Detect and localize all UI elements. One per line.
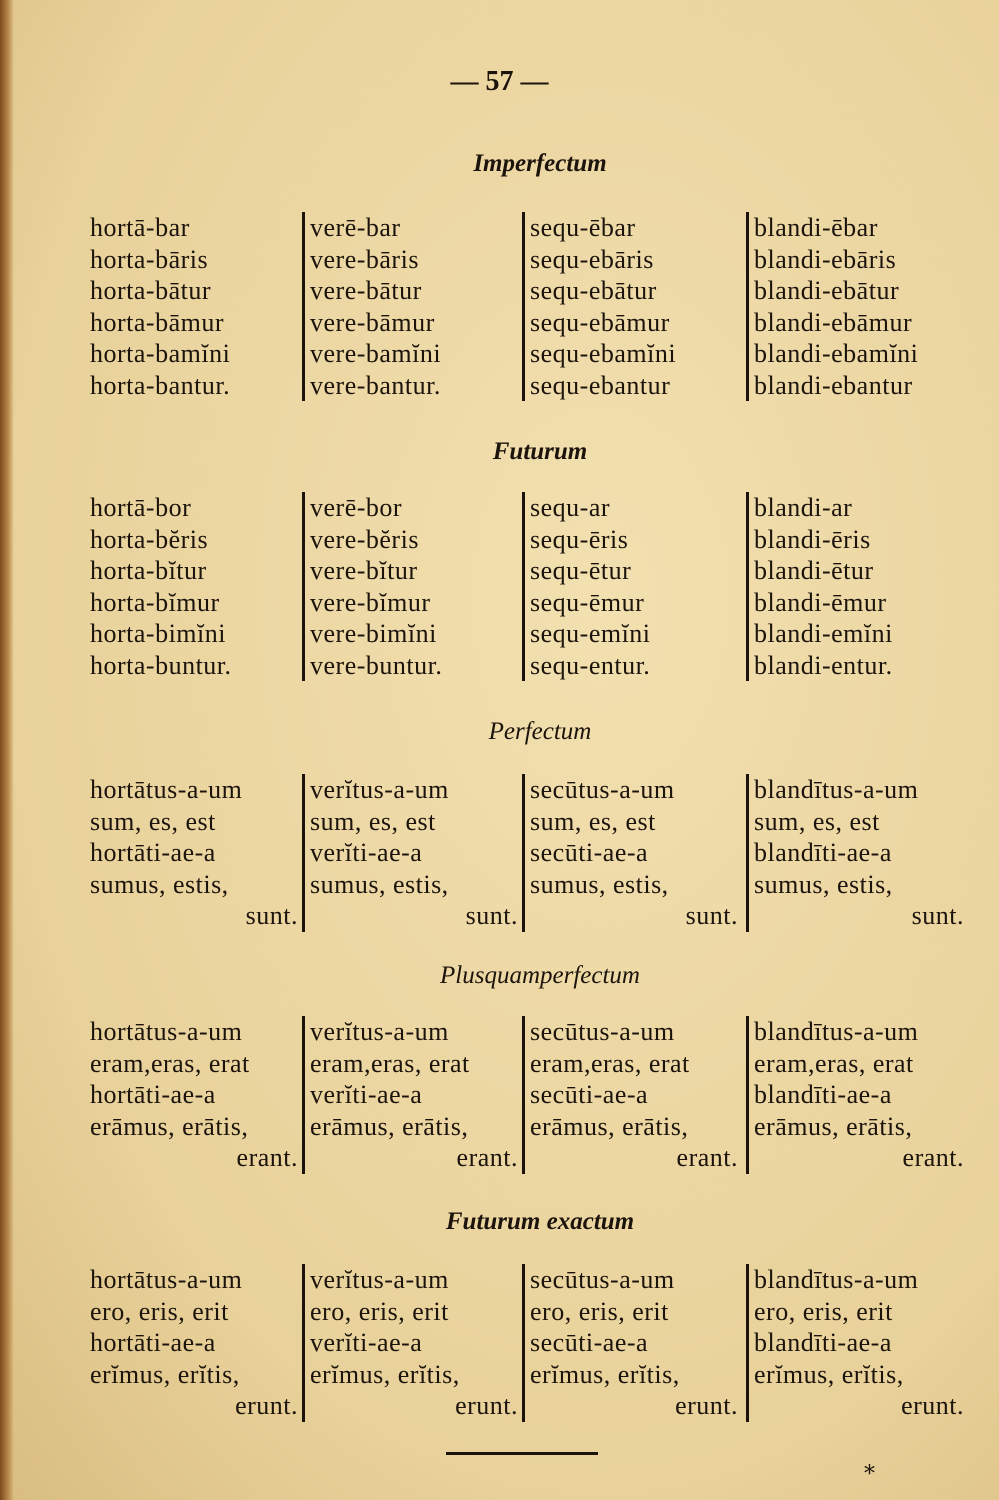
section-perfectum bbox=[90, 774, 970, 974]
verb-form: blandīti-ae-a bbox=[754, 1080, 892, 1109]
verb-form: ero, eris, erit bbox=[310, 1296, 449, 1326]
verb-form: sunt. bbox=[245, 901, 298, 930]
verb-form: ero, eris, erit bbox=[90, 1296, 229, 1326]
verb-form: sumus, estis, bbox=[310, 869, 449, 899]
verb-form: horta-bimĭni bbox=[90, 619, 226, 648]
verb-form: verē-bor bbox=[310, 493, 403, 522]
conjugation-column bbox=[90, 212, 298, 401]
verb-form: erāmus, erātis, bbox=[90, 1111, 249, 1141]
verb-form: verĭti-ae-a bbox=[310, 838, 423, 867]
conjugation-column bbox=[302, 774, 518, 932]
verb-form: vere-bāris bbox=[310, 244, 419, 274]
verb-form: vere-bantur. bbox=[310, 370, 441, 400]
verb-form: erunt. bbox=[235, 1391, 298, 1420]
verb-form: erunt. bbox=[901, 1391, 964, 1420]
verb-form: secūtus-a-um bbox=[530, 775, 675, 804]
verb-form: verē-bar bbox=[310, 213, 401, 242]
verb-form: sequ-ebāmur bbox=[530, 307, 670, 337]
verb-form: blandi-ebātur bbox=[754, 276, 900, 305]
verb-form: eram,eras, erat bbox=[530, 1048, 690, 1078]
verb-form: sequ-ebantur bbox=[530, 370, 671, 400]
verb-form: vere-bamĭni bbox=[310, 339, 442, 368]
verb-form: blandīti-ae-a bbox=[754, 838, 892, 867]
verb-form: erĭmus, erĭtis, bbox=[530, 1359, 680, 1389]
verb-form: horta-bāris bbox=[90, 244, 209, 274]
verb-form: erant. bbox=[902, 1143, 964, 1172]
verb-form: ero, eris, erit bbox=[754, 1296, 893, 1326]
conjugation-column bbox=[90, 774, 298, 932]
verb-form: hortāti-ae-a bbox=[90, 838, 216, 867]
verb-form: horta-bantur. bbox=[90, 370, 231, 400]
verb-form: horta-bāmur bbox=[90, 307, 225, 337]
verb-form: sumus, estis, bbox=[90, 869, 229, 899]
verb-form: sequ-ēmur bbox=[530, 587, 645, 617]
section-title-plusquamperfectum: Plusquamperfectum bbox=[440, 962, 640, 989]
verb-form: vere-buntur. bbox=[310, 650, 443, 680]
verb-form: ero, eris, erit bbox=[530, 1296, 669, 1326]
conjugation-column bbox=[90, 1016, 298, 1174]
conjugation-column bbox=[746, 212, 964, 401]
verb-form: blandi-ētur bbox=[754, 556, 874, 585]
verb-form: erunt. bbox=[675, 1391, 738, 1420]
verb-form: blandi-entur. bbox=[754, 650, 893, 680]
verb-form: eram,eras, erat bbox=[754, 1048, 914, 1078]
verb-form: blandītus-a-um bbox=[754, 1265, 919, 1294]
verb-form: sumus, estis, bbox=[754, 869, 893, 899]
verb-form: sequ-ebātur bbox=[530, 276, 657, 305]
verb-form: eram,eras, erat bbox=[90, 1048, 250, 1078]
book-spine-shadow bbox=[0, 0, 14, 1500]
verb-form: sunt. bbox=[685, 901, 738, 930]
verb-form: verĭtus-a-um bbox=[310, 775, 449, 804]
verb-form: sunt. bbox=[911, 901, 964, 930]
verb-form: vere-bimĭni bbox=[310, 619, 437, 648]
conjugation-column bbox=[90, 492, 298, 681]
conjugation-column bbox=[746, 774, 964, 932]
conjugation-column bbox=[90, 1264, 298, 1422]
verb-form: verĭtus-a-um bbox=[310, 1017, 449, 1046]
conjugation-column bbox=[302, 212, 518, 401]
verb-form: secūti-ae-a bbox=[530, 838, 649, 867]
verb-form: erant. bbox=[456, 1143, 518, 1172]
verb-form: vere-bāmur bbox=[310, 307, 435, 337]
verb-form: hortātus-a-um bbox=[90, 1265, 243, 1294]
verb-form: erāmus, erātis, bbox=[754, 1111, 913, 1141]
verb-form: sequ-emĭni bbox=[530, 619, 651, 648]
verb-form: blandi-ēbar bbox=[754, 213, 878, 242]
verb-form: secūtus-a-um bbox=[530, 1265, 675, 1294]
verb-form: blandi-ebāris bbox=[754, 244, 897, 274]
verb-form: horta-bātur bbox=[90, 276, 212, 305]
verb-form: sequ-ebamĭni bbox=[530, 339, 677, 368]
verb-form: sum, es, est bbox=[310, 806, 436, 836]
verb-form: sequ-ebāris bbox=[530, 244, 654, 274]
verb-form: vere-bātur bbox=[310, 276, 422, 305]
conjugation-column bbox=[522, 212, 738, 401]
verb-form: sequ-ēris bbox=[530, 524, 629, 554]
verb-form: sunt. bbox=[465, 901, 518, 930]
verb-form: hortā-bar bbox=[90, 213, 190, 242]
verb-form: erĭmus, erĭtis, bbox=[310, 1359, 460, 1389]
section-title-perfectum: Perfectum bbox=[488, 718, 592, 745]
verb-form: horta-buntur. bbox=[90, 650, 232, 680]
verb-form: secūtus-a-um bbox=[530, 1017, 675, 1046]
verb-form: vere-bĭtur bbox=[310, 556, 418, 585]
verb-form: erĭmus, erĭtis, bbox=[754, 1359, 904, 1389]
verb-form: blandi-ebamĭni bbox=[754, 339, 919, 368]
verb-form: verĭtus-a-um bbox=[310, 1265, 449, 1294]
verb-form: blandi-emĭni bbox=[754, 619, 893, 648]
section-plusquamperfectum bbox=[90, 1016, 970, 1216]
verb-form: erant. bbox=[676, 1143, 738, 1172]
conjugation-column bbox=[302, 1016, 518, 1174]
verb-form: sequ-entur. bbox=[530, 650, 651, 680]
conjugation-column bbox=[746, 492, 964, 681]
verb-form: secūti-ae-a bbox=[530, 1328, 649, 1357]
verb-form: vere-bĭmur bbox=[310, 587, 431, 617]
section-title-futurum-exactum: Futurum exactum bbox=[445, 1208, 635, 1235]
conjugation-column bbox=[302, 1264, 518, 1422]
verb-form: erĭmus, erĭtis, bbox=[90, 1359, 240, 1389]
verb-form: blandīti-ae-a bbox=[754, 1328, 892, 1357]
verb-form: horta-bĭtur bbox=[90, 556, 207, 585]
verb-form: sequ-ēbar bbox=[530, 213, 636, 242]
verb-form: erāmus, erātis, bbox=[310, 1111, 469, 1141]
verb-form: hortātus-a-um bbox=[90, 1017, 243, 1046]
verb-form: blandītus-a-um bbox=[754, 775, 919, 804]
verb-form: blandītus-a-um bbox=[754, 1017, 919, 1046]
conjugation-column bbox=[302, 492, 518, 681]
footer-asterisk: * bbox=[864, 1462, 875, 1487]
section-futurum bbox=[90, 492, 970, 692]
verb-form: eram,eras, erat bbox=[310, 1048, 470, 1078]
verb-form: hortāti-ae-a bbox=[90, 1328, 216, 1357]
conjugation-column bbox=[746, 1016, 964, 1174]
conjugation-column bbox=[746, 1264, 964, 1422]
verb-form: sum, es, est bbox=[530, 806, 656, 836]
conjugation-column bbox=[522, 492, 738, 681]
section-title-futurum: Futurum bbox=[492, 438, 588, 465]
verb-form: blandi-ar bbox=[754, 493, 853, 522]
verb-form: secūti-ae-a bbox=[530, 1080, 649, 1109]
verb-form: blandi-ēmur bbox=[754, 587, 887, 617]
verb-form: sum, es, est bbox=[90, 806, 216, 836]
verb-form: hortātus-a-um bbox=[90, 775, 243, 804]
closing-rule bbox=[446, 1452, 598, 1455]
verb-form: blandi-ebāmur bbox=[754, 307, 913, 337]
verb-form: horta-bamĭni bbox=[90, 339, 231, 368]
verb-form: hortāti-ae-a bbox=[90, 1080, 216, 1109]
verb-form: sequ-ar bbox=[530, 493, 611, 522]
verb-form: sumus, estis, bbox=[530, 869, 669, 899]
verb-form: verĭti-ae-a bbox=[310, 1080, 423, 1109]
verb-form: sequ-ētur bbox=[530, 556, 632, 585]
conjugation-column bbox=[522, 1016, 738, 1174]
section-title-imperfectum: Imperfectum bbox=[473, 150, 607, 177]
section-imperfectum bbox=[90, 212, 970, 412]
conjugation-column bbox=[522, 774, 738, 932]
section-futurum-exactum bbox=[90, 1264, 970, 1464]
verb-form: vere-bĕris bbox=[310, 524, 419, 554]
verb-form: horta-bĕris bbox=[90, 524, 209, 554]
verb-form: erant. bbox=[236, 1143, 298, 1172]
page-number: — 57 — bbox=[450, 66, 549, 97]
verb-form: verĭti-ae-a bbox=[310, 1328, 423, 1357]
verb-form: erunt. bbox=[455, 1391, 518, 1420]
verb-form: blandi-ēris bbox=[754, 524, 871, 554]
verb-form: hortā-bor bbox=[90, 493, 192, 522]
conjugation-column bbox=[522, 1264, 738, 1422]
verb-form: erāmus, erātis, bbox=[530, 1111, 689, 1141]
verb-form: sum, es, est bbox=[754, 806, 880, 836]
verb-form: horta-bĭmur bbox=[90, 587, 220, 617]
verb-form: blandi-ebantur bbox=[754, 370, 913, 400]
